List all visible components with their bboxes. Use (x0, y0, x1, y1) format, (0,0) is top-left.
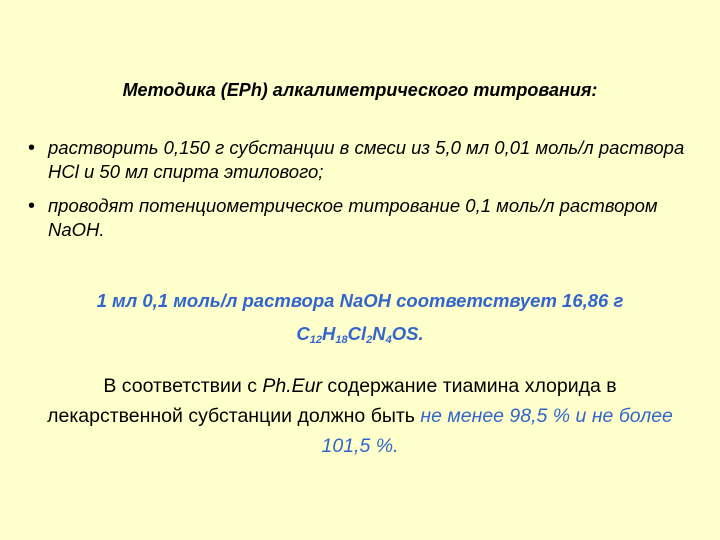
equivalence-text: 1 мл 0,1 моль/л раствора NaOH соответствует 16,86 г (96, 290, 624, 311)
titration-equivalence (0, 284, 720, 350)
slide-title: Методика (EPh) алкалиметрического титрования: (122, 80, 598, 100)
step-text: растворить 0,150 г субстанции в смеси из 5,0 мл 0,01 моль/л раствора HCl и 50 мл спирта этилового; (48, 137, 685, 182)
list-item (28, 136, 688, 184)
bullet-icon: • (28, 195, 36, 217)
step-text: проводят потенциометрическое титрование 0,1 моль/л раствором NaOH. (48, 195, 658, 240)
conclusion-paragraph: В соответствии с Ph.Eur содержание тиамина хлорида в лекарственной субстанции должно быть не менее 98,5 % и не более 101,5 %. (47, 375, 673, 457)
pharmacopoeia-ref: Ph.Eur (262, 375, 323, 397)
content-limits: не менее 98,5 % и не более 101,5 %. (321, 405, 673, 457)
bullet-icon: • (28, 137, 36, 159)
method-steps-list (28, 136, 688, 252)
list-item (28, 194, 688, 242)
molecular-formula: $C_{12}H_{18}Cl_2N_4OS$. (296, 323, 424, 346)
